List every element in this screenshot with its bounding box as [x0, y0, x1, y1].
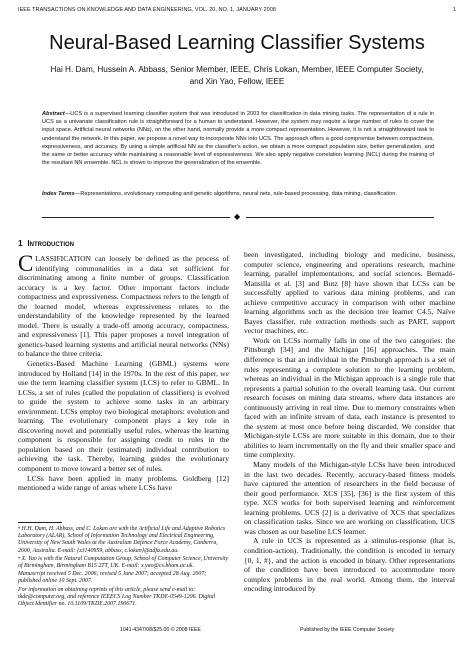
- footnotes: [18, 526, 229, 609]
- drop-cap: C: [18, 251, 34, 276]
- footer-copyright: 1041-4347/08/$25.00 © 2008 IEEE: [120, 627, 201, 633]
- page-number: 1: [453, 7, 456, 13]
- section-number: 1: [18, 238, 23, 248]
- index-terms-text: —Representations, evolutionary computing and genetic algorithms, neural nets, rule-based processing, data mining, classification.: [74, 191, 397, 197]
- footer-publisher: Published by the IEEE Computer Society: [300, 627, 395, 633]
- divider-line-left: [42, 217, 230, 218]
- paragraph-text: LASSIFICATION can loosely be defined as the process of identifying commonalities in a data set sufficient for discriminating among a finite number of groups. Classification accuracy is a key factor. Other important factors include compactness and expressiveness. Compactness refers to the length of the learned model, whereas expressiveness relates to the understandability of the knowledge represented by the learned model. There is usually a trade-off among accuracy, compactness, and expressiveness [1]. This paper proposes a novel integration of genetics-based learning systems and artificial neural networks (NNs) to balance the three criteria.: [18, 254, 229, 359]
- abstract-text: —UCS is a supervised learning classifier system that was introduced in 2003 for classification in data mining tasks. The representation of a rule in UCS as a univariate classification rule is straightforward for a human to understand. However, the system may require a large number of rules to cover the input space. Artificial neural networks (NNs), on the other hand, normally provide a more compact representation. However, it is not a straightforward task to understand the network. In this paper, we propose a novel way to incorporate NNs into UCS. The approach offers a good compromise between compactness, expressiveness, and accuracy. By using a simple artificial NN as the classifier's action, we obtain a more compact population size, better generalization, and the same or better accuracy while maintaining a reasonable level of expressiveness. We also apply negative correlation learning (NCL) during the training of the resultant NN ensemble. NCL is shown to improve the generalization of the ensemble.: [42, 111, 434, 167]
- footnote: For information on obtaining reprints of this article, please send e-mail to: tkde@computer.org, and reference IEEECS Log Number TKDE-0549-1206. Digital Object Identifier no. 10.1109/TKDE.2007.190671.: [18, 586, 216, 608]
- divider-line-right: [246, 217, 434, 218]
- section-heading: [18, 238, 74, 248]
- footnote-rule: [18, 522, 62, 523]
- paragraph: Many models of the Michigan-style LCSs have been introduced in the last two decades. Recently, accuracy-based fitness models have captured the attention of researchers in the field because of their good performance. XCS [35], [36] is the first system of this type. XCS works for both supervised learning and reinforcement learning problems. UCS [2] is a derivative of XCS that specializes on classification tasks. Since we are working on classification, UCS was chosen as our baseline LCS learner.: [244, 460, 455, 536]
- section-divider: [42, 212, 434, 221]
- author-line-2: and Xin Yao, Fellow, IEEE: [189, 77, 285, 86]
- footnote: Manuscript received 5 Dec. 2006; revised 5 June 2007; accepted 28 Aug. 2007; published online 10 Sept. 2007.: [18, 571, 207, 585]
- right-column: [244, 250, 455, 594]
- footnote: • H.H. Dam, H. Abbass, and C. Lokan are with the Artificial Life and Adaptive Robotics Laboratory (ALAR), School of Information Technology and Electrical Engineering, University of New South Wales at the Australian Defence Force Academy, Canberra, 2600, Australia. E-mail: {z3140959, abbass, c.lokan}@adfa.edu.au.: [18, 526, 226, 554]
- abstract-label: Abstract: [42, 111, 65, 117]
- abstract: [42, 110, 434, 167]
- divider-diamond: ◆: [234, 212, 241, 221]
- paragraph: [18, 251, 229, 359]
- paragraph: A rule in UCS is represented as a stimulus-response (that is, condition-action). Traditionally, the condition is encoded in ternary {0, 1, #}, and the action is encoded in binary. Other representations of the condition have been introduced to accommodate more complex problems in the real world. Among them, the interval encoding introduced by: [244, 536, 455, 594]
- journal-header: IEEE TRANSACTIONS ON KNOWLEDGE AND DATA ENGINEERING, VOL. 20, NO. 1, JANUARY 2008: [18, 7, 277, 13]
- section-title: Introduction: [27, 238, 74, 248]
- author-line-1: Hai H. Dam, Hussein A. Abbass, Senior Member, IEEE, Chris Lokan, Member, IEEE Computer Society,: [50, 65, 424, 74]
- index-terms: [42, 190, 434, 198]
- paragraph: been investigated, including biology and medicine, business, computer science, engineering and operations research, machine learning, parallel implementations, and social sciences. Bernadó-Mansilla et al. [3] and Butz [8] have shown that LCSs can be successfully applied to various data mining problems, and can achieve competitive accuracy in comparison with other machine learning algorithms such as the decision tree learner C4.5, Naïve Bayes classifier, rule extraction methods such as PART, support vector machines, etc.: [244, 250, 455, 336]
- index-terms-label: Index Terms: [42, 191, 75, 197]
- left-column: [18, 251, 229, 493]
- author-list: [40, 64, 434, 88]
- footnote: • X. Yao is with the Natural Computation Group, School of Computer Science, University of Birmingham, Birmingham B15 2TT, UK. E-mail: x.yao@cs.bham.ac.uk.: [18, 555, 229, 570]
- paragraph: Work on LCSs normally falls in one of the two categories: the Pittsburgh [34] and the Michigan [16] approaches. The main difference is that an individual in the Pittsburgh approach is a set of rules representing a complete solution to the learning problem, whereas an individual in the Michigan approach is a single rule that represents a partial solution to the overall learning task. Our current research focuses on mining data streams, where data instances are continuously arriving in real time. Due to memory constraints when faced with an infinite stream of data, each instance is presented to the system at most once before being discarded. We consider that Michigan-style LCSs are more suitable in this domain, due to their abilities to learn incrementally on the fly and their smaller space and time complexity.: [244, 335, 455, 460]
- paper-title: Neural-Based Learning Classifier Systems: [49, 32, 425, 54]
- paragraph: LCSs have been applied in many problems. Goldberg [12] mentioned a wide range of areas where LCSs have: [18, 473, 229, 493]
- paragraph: Genetics-Based Machine Learning (GBML) systems were introduced by Holland [14] in the 1970s. In the rest of this paper, we use the term learning classifier system (LCS) to refer to GBML. In LCSs, a set of rules (called the population of classifiers) is evolved to guide the system to achieve some tasks in an arbitrary environment. LCSs employ two biological metaphors: evolution and learning. The evolutionary component plays a key role in discovering novel and potentially useful rules, whereas the learning component is responsible for assigning credit to rules in the population based on their (estimated) individual contribution to achieving the task. Thereby, learning guides the evolutionary component to move toward a better set of rules.: [18, 359, 229, 474]
